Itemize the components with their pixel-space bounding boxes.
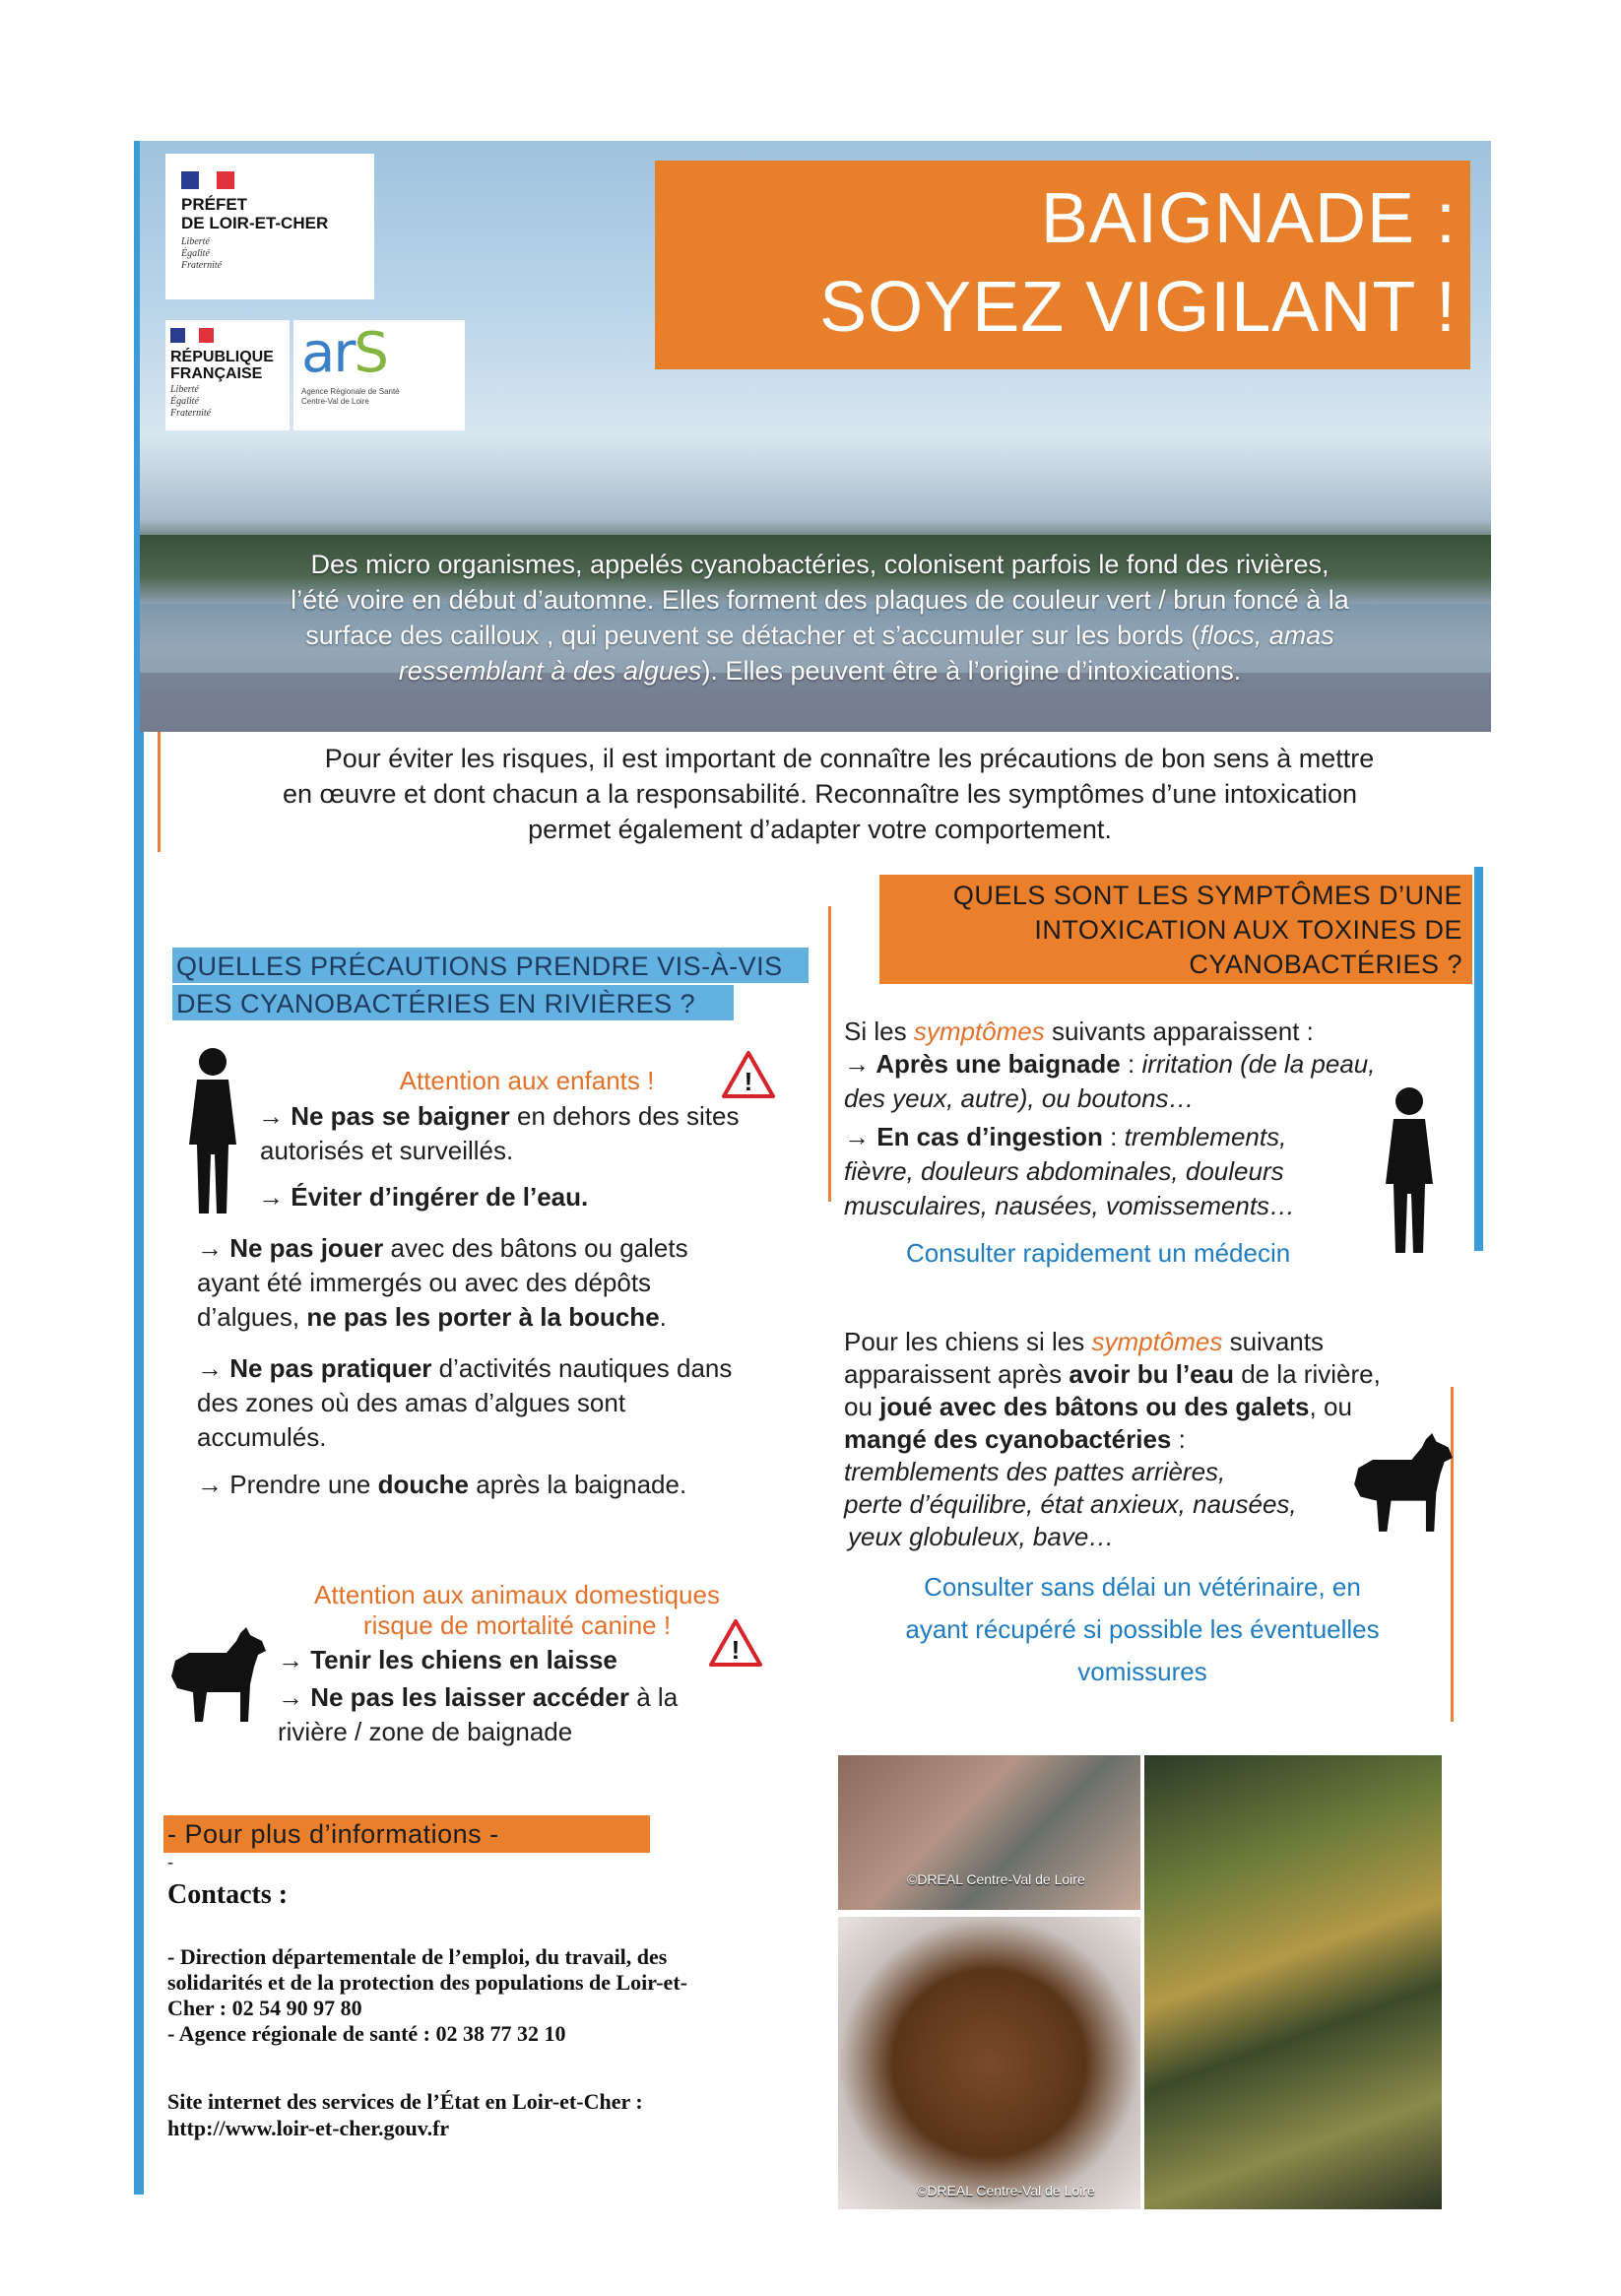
child-silhouette-icon [1384, 1085, 1435, 1261]
rule-no-nautical: → Ne pas pratiquer d’activités nautiques dans des zones où des amas d’algues sont accumulés. [197, 1353, 733, 1452]
precautions-header-l2: DES CYANOBACTÉRIES EN RIVIÈRES ? [172, 985, 734, 1020]
precautions-header: QUELLES PRÉCAUTIONS PRENDRE VIS-À-VIS [172, 948, 809, 983]
republique-logo: RÉPUBLIQUE FRANÇAISE Liberté Égalité Fraternité [165, 320, 290, 430]
intro-text: Des micro organismes, appelés cyanobactéries, colonisent parfois le fond des rivières, l’été voire en début d’automne. Elles forment des plaques de couleur vert / brun foncé à la surface des cailloux , qui peuvent se détacher et s’accumuler sur les bords (flocs, amas ressemblant à des algues). Elles peuvent être à l’origine d’intoxications. [291, 550, 1349, 686]
animal-rule-access: → Ne pas les laisser accéder à la rivière / zone de baignade [278, 1682, 679, 1746]
dog-silhouette-icon [1349, 1433, 1456, 1536]
prefet-motto: Liberté Égalité Fraternité [181, 236, 223, 271]
warning-triangle-icon [722, 1050, 775, 1099]
symptoms-intro: Si les symptômes suivants apparaissent : [844, 1017, 1314, 1046]
children-warning-title: Attention aux enfants ! [399, 1066, 655, 1095]
ars-logo: arS Agence Régionale de Santé Centre-Val de Loire [293, 320, 465, 430]
svg-text:!: ! [744, 1067, 753, 1096]
title-banner [655, 161, 1470, 369]
cyanobacteria-stone-photo: ©DREAL Centre-Val de Loire [838, 1917, 1140, 2209]
prefet-logo [165, 154, 374, 299]
title-line-1: BAIGNADE : [1040, 179, 1457, 258]
title-line-2: SOYEZ VIGILANT ! [819, 268, 1457, 347]
info-dash: - [167, 1852, 173, 1871]
prefet-name-l1: PRÉFET [181, 195, 248, 214]
cyanobacteria-photo-1: ©DREAL Centre-Val de Loire [838, 1755, 1140, 1910]
republique-motto: Liberté Égalité Fraternité [170, 384, 212, 419]
animals-warning-title: Attention aux animaux domestiques risque de mortalité canine ! [314, 1580, 720, 1640]
french-flag-icon [181, 171, 234, 189]
svg-text:!: ! [731, 1635, 741, 1665]
symptoms-header: QUELS SONT LES SYMPTÔMES D’UNE INTOXICATION AUX TOXINES DE CYANOBACTÉRIES ? [879, 875, 1472, 984]
contacts-list: - Direction départementale de l’emploi, du travail, des solidarités et de la protection des populations de Loir-et- Cher : 02 54 90 97 80 - Agence régionale de santé : 02 38 77 32 10 [167, 1944, 687, 2046]
website-block: Site internet des services de l’État en Loir-et-Cher : http://www.loir-et-cher.gouv.fr [167, 2089, 643, 2140]
rule-no-play: → Ne pas jouer avec des bâtons ou galets ayant été immergés ou avec des dépôts d’algues, ne pas les porter à la bouche. [197, 1233, 688, 1332]
contacts-title: Contacts : [167, 1879, 289, 1910]
symptom-ingestion: → En cas d’ingestion : tremblements, fièvre, douleurs abdominales, douleurs musculaires, nausées, vomissements… [844, 1122, 1296, 1220]
prevention-paragraph: Pour éviter les risques, il est important de connaître les précautions de bon sens à mettre en œuvre et dont chacun a la responsabilité. Reconnaître les symptômes d’une intoxication permet également d’adapter votre comportement. [282, 744, 1375, 844]
symptom-after-swim: → Après une baignade : irritation (de la peau, des yeux, autre), ou boutons… [844, 1049, 1376, 1113]
rule-shower: → Prendre une douche après la baignade. [197, 1470, 687, 1499]
child-silhouette-icon [187, 1046, 238, 1221]
left-column-orange-bar [828, 906, 831, 1202]
cyanobacteria-leaves-photo [1144, 1755, 1442, 2209]
dog-silhouette-icon [167, 1627, 268, 1726]
consult-vet: Consulter sans délai un vétérinaire, en ayant récupéré si possible les éventuelles vomissures [905, 1572, 1380, 1686]
right-column-blue-bar [1474, 867, 1483, 1251]
animal-rule-leash: → Tenir les chiens en laisse [278, 1645, 617, 1674]
children-rule-2: → Éviter d’ingérer de l’eau. [258, 1182, 589, 1212]
more-info-header: - Pour plus d’informations - [163, 1815, 650, 1853]
dog-symptoms: Pour les chiens si les symptômes suivants apparaissent après avoir bu l’eau de la rivière, ou joué avec des bâtons ou des galets, ou mangé des cyanobactéries : tremblements des pattes arrières, perte d’équilibre, état anxieux, nausées, yeux globuleux, bave… [844, 1327, 1381, 1551]
children-rule-1: → Ne pas se baigner en dehors des sites autorisés et surveillés. [258, 1101, 740, 1165]
consult-doctor: Consulter rapidement un médecin [906, 1238, 1291, 1268]
prefet-name-l2: DE LOIR-ET-CHER [181, 214, 329, 232]
french-flag-icon [170, 328, 214, 343]
